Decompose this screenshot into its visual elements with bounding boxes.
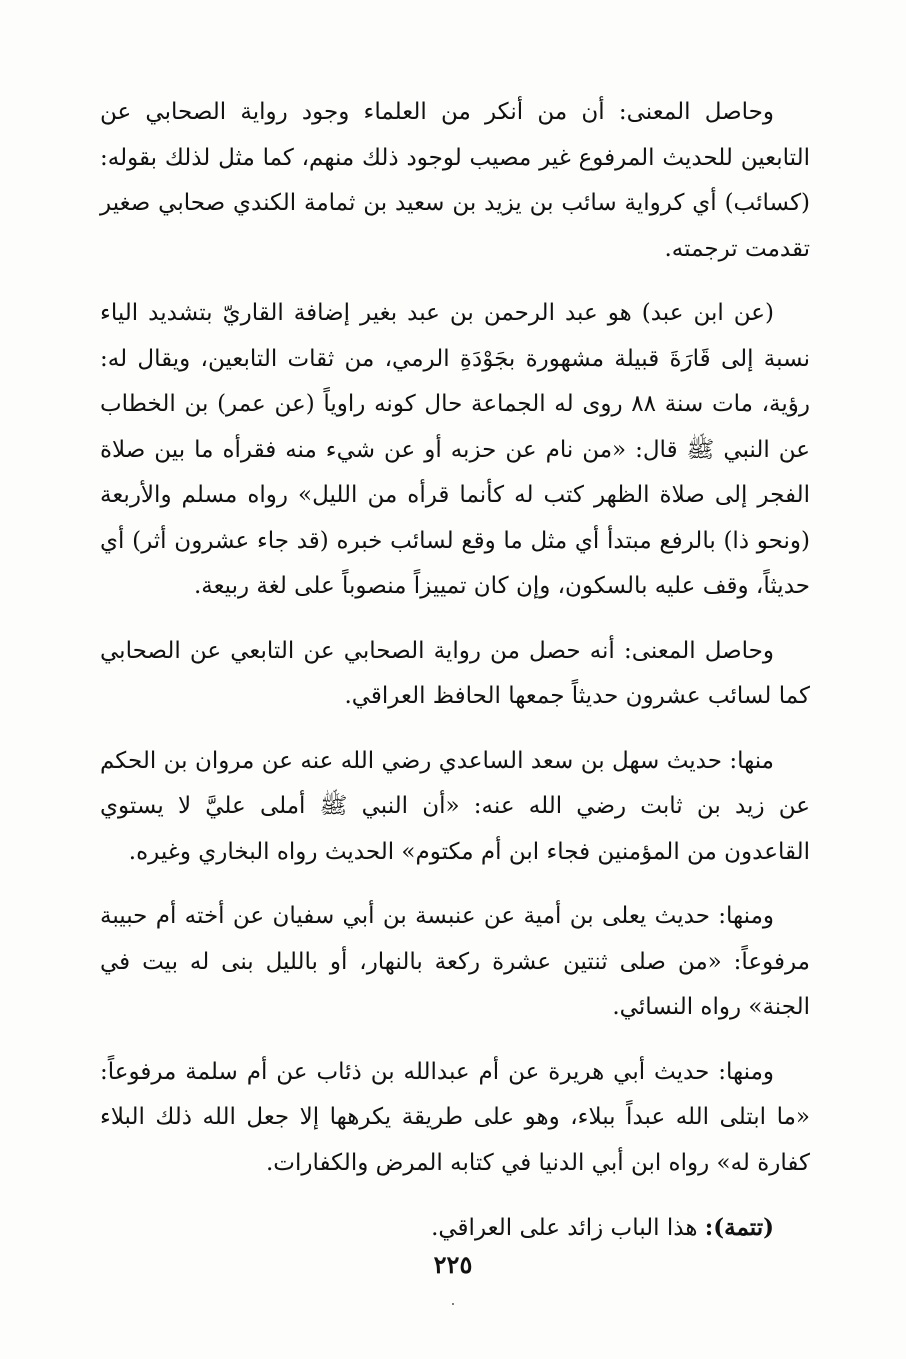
paragraph-1: وحاصل المعنى: أن من أنكر من العلماء وجود رواية الصحابي عن التابعين للحديث المرفوع غير مصيب لوجود ذلك منهم، كما مثل لذلك بقوله: (كسائب) أي كرواية سائب بن يزيد بن سعيد بن ثمامة الكندي صحابي صغير تقدمت ترجمته.	[100, 99, 810, 262]
closing-note	[100, 1205, 810, 1252]
closing-text: هذا الباب زائد على العراقي.	[431, 1215, 698, 1241]
page-number: ٢٢٥	[433, 1250, 473, 1279]
paragraph-6: ومنها: حديث أبي هريرة عن أم عبدالله بن ذئاب عن أم سلمة مرفوعاً: «ما ابتلى الله عبداً ببلاء، وهو على طريقة يكرهها إلا جعل الله ذلك البلاء كفارة له» رواه ابن أبي الدنيا في كتابه المرض والكفارات.	[100, 1058, 810, 1176]
scan-speck	[452, 1303, 454, 1305]
closing-label: (تتمة):	[704, 1214, 774, 1241]
paragraph-2: (عن ابن عبد) هو عبد الرحمن بن عبد بغير إضافة القاريّ بتشديد الياء نسبة إلى قَارَةَ قبيلة مشهورة بجَوْدَةِ الرمي، من ثقات التابعين، ويقال له: رؤية، مات سنة ٨٨ روى له الجماعة حال كونه راوياً (عن عمر) بن الخطاب عن النبي ﷺ قال: «من نام عن حزبه أو عن شيء منه فقرأه ما بين صلاة الفجر إلى صلاة الظهر كتب له كأنما قرأه من الليل» رواه مسلم والأربعة (ونحو ذا) بالرفع مبتدأ أي مثل ما وقع لسائب خبره (قد جاء عشرون أثر) أي حديثاً، وقف عليه بالسكون، وإن كان تمييزاً منصوباً على لغة ربيعة.	[100, 300, 811, 599]
paragraph-5: ومنها: حديث يعلى بن أمية عن عنبسة بن أبي سفيان عن أخته أم حبيبة مرفوعاً: «من صلى ثنتين عشرة ركعة بالنهار، أو بالليل بنى له بيت في الجنة» رواه النسائي.	[100, 903, 810, 1020]
paragraph-4: منها: حديث سهل بن سعد الساعدي رضي الله عنه عن مروان بن الحكم عن زيد بن ثابت رضي الله عنه: «أن النبي ﷺ أملى عليَّ لا يستوي القاعدون من المؤمنين فجاء ابن أم مكتوم» الحديث رواه البخاري وغيره.	[100, 747, 810, 865]
body-text	[100, 90, 810, 1271]
paragraph-3: وحاصل المعنى: أنه حصل من رواية الصحابي عن التابعي عن الصحابي كما لسائب عشرون حديثاً جمعها الحافظ العراقي.	[100, 637, 810, 709]
